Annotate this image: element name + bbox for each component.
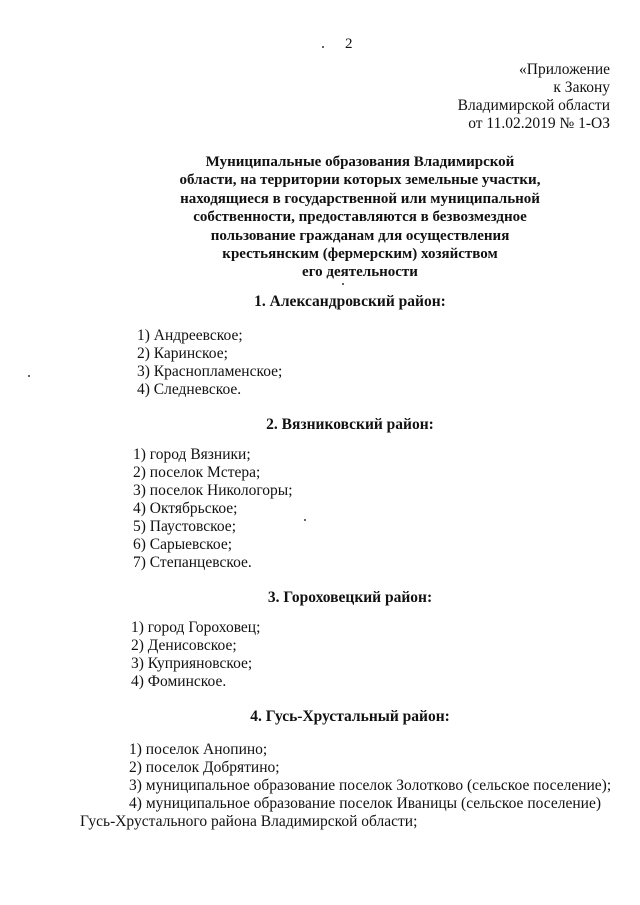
list-item: 2) Денисовское; [131,637,237,654]
section-list [137,327,282,399]
annex-line: от 11.02.2019 № 1-ОЗ [468,115,610,132]
section-heading: 3. Гороховецкий район: [267,589,433,606]
section-heading: 2. Вязниковский район: [266,416,434,433]
title-line: его деятельности [302,264,418,281]
list-item: 4) Следневское. [137,381,242,398]
title-line: собственности, предоставляются в безвозмездное [193,209,527,226]
list-item: 4) Октябрьское; [133,500,238,517]
list-item: 3) муниципальное образование поселок Золотково (сельское поселение); [129,777,612,794]
scan-speck [342,283,344,285]
title-line: пользование гражданам для осуществления [210,227,510,244]
list-item: 2) поселок Добрятино; [129,759,280,776]
list-item: 4) муниципальное образование поселок Иваницы (сельское поселение) [129,795,601,812]
list-item: 6) Сарыевское; [133,536,233,553]
title-line: области, на территории которых земельные участки, [179,172,541,189]
section-list-continued [129,795,601,813]
list-item-continuation: Гусь-Хрустального района Владимирской области; [80,813,418,830]
list-item: 5) Паустовское; [133,518,236,535]
list-item: 3) Куприяновское; [131,655,253,672]
section-list [131,619,260,691]
list-item: 3) Краснопламенское; [137,363,283,380]
scan-speck [304,519,306,521]
scan-speck [28,375,30,377]
title-line: находящиеся в государственной или муниципальной [180,190,540,207]
section-list [129,741,611,795]
list-item: 1) поселок Анопино; [129,741,268,758]
annex-line: Владимирской области [457,97,610,114]
document-title [170,153,550,282]
list-item: 1) город Гороховец; [131,619,261,636]
section-list-wrap [80,813,417,831]
annex-line: «Приложение [519,61,610,78]
title-line: крестьянским (фермерским) хозяйством [222,246,498,263]
section-heading: 4. Гусь-Хрустальный район: [250,708,450,725]
list-item: 2) поселок Мстера; [133,464,261,481]
list-item: 7) Степанцевское. [133,554,252,571]
page-number: 2 [345,36,353,52]
list-item: 2) Каринское; [137,345,228,362]
list-item: 3) поселок Никологоры; [133,482,293,499]
list-item: 4) Фоминское. [131,673,227,690]
list-item: 1) город Вязники; [133,446,251,463]
section-heading: 1. Александровский район: [254,293,446,310]
scan-speck [322,46,324,48]
title-line: Муниципальные образования Владимирской [205,154,515,170]
list-item: 1) Андреевское; [137,327,243,344]
section-list [133,446,293,572]
annex-line: к Закону [553,79,610,96]
annex-header [458,61,610,133]
